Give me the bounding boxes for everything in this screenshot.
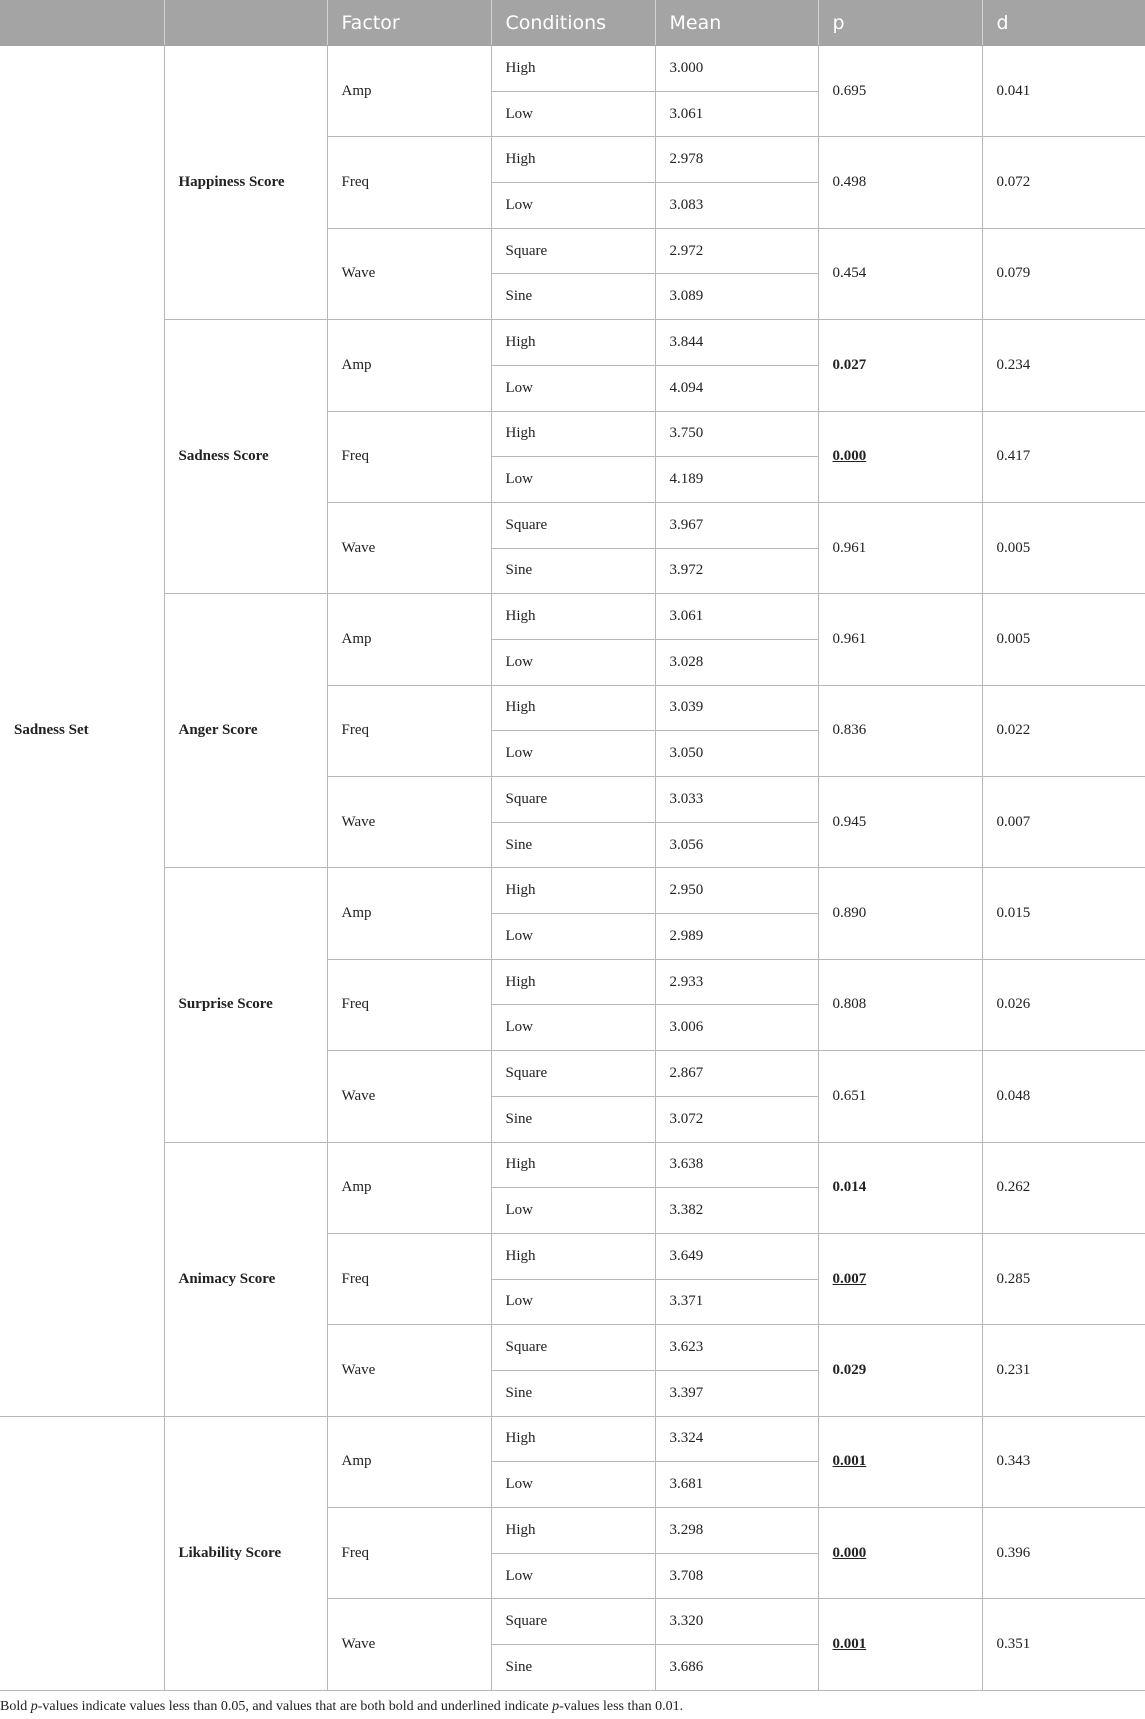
factor-cell: Freq — [327, 1233, 491, 1324]
factor-cell: Wave — [327, 228, 491, 319]
condition-cell: Square — [491, 502, 655, 548]
condition-cell: Square — [491, 777, 655, 823]
condition-cell: High — [491, 594, 655, 640]
p-value-cell — [818, 137, 982, 228]
condition-cell: Sine — [491, 1645, 655, 1691]
mean-cell: 3.320 — [655, 1599, 818, 1645]
condition-cell: Low — [491, 914, 655, 960]
effect-size-cell: 0.005 — [982, 594, 1145, 685]
condition-cell: Sine — [491, 1096, 655, 1142]
effect-size-cell: 0.015 — [982, 868, 1145, 959]
p-value-cell — [818, 1051, 982, 1142]
set-label-cell: Sadness Set — [0, 46, 164, 1417]
header-cell-set — [0, 0, 164, 46]
condition-cell: High — [491, 1416, 655, 1462]
condition-cell: High — [491, 320, 655, 366]
p-value-text: 0.498 — [832, 174, 867, 191]
header-cell-mean: Mean — [655, 0, 818, 46]
mean-cell: 3.072 — [655, 1096, 818, 1142]
condition-cell: High — [491, 1233, 655, 1279]
table-body — [0, 46, 1145, 1691]
factor-cell: Wave — [327, 1599, 491, 1690]
p-value-cell — [818, 502, 982, 593]
condition-cell: High — [491, 1508, 655, 1554]
effect-size-cell: 0.026 — [982, 959, 1145, 1050]
header-cell-factor: Factor — [327, 0, 491, 46]
mean-cell: 3.061 — [655, 594, 818, 640]
effect-size-cell: 0.005 — [982, 502, 1145, 593]
table-row — [0, 868, 1145, 914]
p-value-cell — [818, 594, 982, 685]
mean-cell: 3.686 — [655, 1645, 818, 1691]
condition-cell: High — [491, 1142, 655, 1188]
set-label-cell — [0, 1416, 164, 1690]
effect-size-cell: 0.041 — [982, 46, 1145, 137]
condition-cell: Low — [491, 639, 655, 685]
factor-cell: Amp — [327, 594, 491, 685]
p-value-cell — [818, 1508, 982, 1599]
p-value-text: 0.000 — [832, 1544, 867, 1561]
mean-cell: 2.867 — [655, 1051, 818, 1097]
mean-cell: 3.382 — [655, 1188, 818, 1234]
p-value-text: 0.000 — [832, 448, 867, 465]
mean-cell: 3.028 — [655, 639, 818, 685]
mean-cell: 3.972 — [655, 548, 818, 594]
factor-cell: Wave — [327, 502, 491, 593]
mean-cell: 3.681 — [655, 1462, 818, 1508]
factor-cell: Amp — [327, 46, 491, 137]
p-value-cell — [818, 1325, 982, 1416]
condition-cell: Low — [491, 1553, 655, 1599]
condition-cell: High — [491, 411, 655, 457]
table-row — [0, 594, 1145, 640]
mean-cell: 3.708 — [655, 1553, 818, 1599]
mean-cell: 3.649 — [655, 1233, 818, 1279]
mean-cell: 3.083 — [655, 183, 818, 229]
condition-cell: Low — [491, 457, 655, 503]
p-value-text: 0.029 — [832, 1361, 867, 1378]
condition-cell: Low — [491, 731, 655, 777]
p-value-text: 0.945 — [832, 813, 867, 830]
effect-size-cell: 0.396 — [982, 1508, 1145, 1599]
p-value-cell — [818, 1233, 982, 1324]
factor-cell: Amp — [327, 868, 491, 959]
mean-cell: 3.638 — [655, 1142, 818, 1188]
mean-cell: 3.006 — [655, 1005, 818, 1051]
condition-cell: Square — [491, 1051, 655, 1097]
effect-size-cell: 0.262 — [982, 1142, 1145, 1233]
condition-cell: Sine — [491, 822, 655, 868]
condition-cell: Low — [491, 365, 655, 411]
effect-size-cell: 0.417 — [982, 411, 1145, 502]
p-value-cell — [818, 1416, 982, 1507]
factor-cell: Amp — [327, 1416, 491, 1507]
factor-cell: Freq — [327, 411, 491, 502]
condition-cell: High — [491, 868, 655, 914]
factor-cell: Freq — [327, 959, 491, 1050]
factor-cell: Freq — [327, 1508, 491, 1599]
mean-cell: 3.324 — [655, 1416, 818, 1462]
mean-cell: 3.844 — [655, 320, 818, 366]
footnote-italic: p — [552, 1699, 560, 1714]
mean-cell: 3.033 — [655, 777, 818, 823]
effect-size-cell: 0.351 — [982, 1599, 1145, 1690]
condition-cell: Low — [491, 1462, 655, 1508]
p-value-cell — [818, 959, 982, 1050]
header-row — [0, 0, 1145, 46]
mean-cell: 4.094 — [655, 365, 818, 411]
mean-cell: 2.972 — [655, 228, 818, 274]
footnote-text: -values less than 0.01. — [559, 1699, 684, 1714]
p-value-cell — [818, 777, 982, 868]
factor-cell: Freq — [327, 685, 491, 776]
condition-cell: High — [491, 959, 655, 1005]
mean-cell: 3.061 — [655, 91, 818, 137]
effect-size-cell: 0.343 — [982, 1416, 1145, 1507]
p-value-text: 0.836 — [832, 722, 867, 739]
p-value-cell — [818, 868, 982, 959]
factor-cell: Wave — [327, 1051, 491, 1142]
mean-cell: 3.750 — [655, 411, 818, 457]
header-cell-p: p — [818, 0, 982, 46]
p-value-cell — [818, 1142, 982, 1233]
mean-cell: 3.056 — [655, 822, 818, 868]
effect-size-cell: 0.231 — [982, 1325, 1145, 1416]
mean-cell: 3.298 — [655, 1508, 818, 1554]
score-label-cell: Sadness Score — [164, 320, 327, 594]
effect-size-cell: 0.285 — [982, 1233, 1145, 1324]
p-value-text: 0.001 — [832, 1453, 867, 1470]
mean-cell: 3.623 — [655, 1325, 818, 1371]
mean-cell: 2.989 — [655, 914, 818, 960]
effect-size-cell: 0.048 — [982, 1051, 1145, 1142]
p-value-cell — [818, 320, 982, 411]
p-value-text: 0.651 — [832, 1087, 867, 1104]
mean-cell: 2.978 — [655, 137, 818, 183]
mean-cell: 3.397 — [655, 1370, 818, 1416]
condition-cell: Sine — [491, 548, 655, 594]
p-value-cell — [818, 685, 982, 776]
footnote-italic: p — [30, 1699, 38, 1714]
p-value-text: 0.808 — [832, 996, 867, 1013]
effect-size-cell: 0.072 — [982, 137, 1145, 228]
header-cell-d: d — [982, 0, 1145, 46]
condition-cell: High — [491, 685, 655, 731]
factor-cell: Amp — [327, 1142, 491, 1233]
effect-size-cell: 0.007 — [982, 777, 1145, 868]
table-row — [0, 320, 1145, 366]
condition-cell: Square — [491, 228, 655, 274]
table-row — [0, 46, 1145, 92]
footnote-text: Bold — [0, 1699, 31, 1714]
factor-cell: Freq — [327, 137, 491, 228]
condition-cell: Sine — [491, 274, 655, 320]
effect-size-cell: 0.079 — [982, 228, 1145, 319]
p-value-text: 0.961 — [832, 539, 867, 556]
condition-cell: Low — [491, 91, 655, 137]
condition-cell: Low — [491, 1005, 655, 1051]
condition-cell: High — [491, 46, 655, 92]
score-label-cell: Likability Score — [164, 1416, 327, 1690]
p-value-cell — [818, 228, 982, 319]
header-cell-conditions: Conditions — [491, 0, 655, 46]
mean-cell: 2.950 — [655, 868, 818, 914]
mean-cell: 4.189 — [655, 457, 818, 503]
p-value-cell — [818, 1599, 982, 1690]
condition-cell: High — [491, 137, 655, 183]
score-label-cell: Anger Score — [164, 594, 327, 868]
condition-cell: Low — [491, 1279, 655, 1325]
mean-cell: 2.933 — [655, 959, 818, 1005]
footnote-text: -values indicate values less than 0.05, and values that are both bold and underlined indicate — [37, 1699, 553, 1714]
p-value-cell — [818, 411, 982, 502]
factor-cell: Wave — [327, 1325, 491, 1416]
p-value-text: 0.961 — [832, 630, 867, 647]
p-value-text: 0.001 — [832, 1636, 867, 1653]
score-label-cell: Animacy Score — [164, 1142, 327, 1416]
factor-cell: Amp — [327, 320, 491, 411]
condition-cell: Sine — [491, 1370, 655, 1416]
condition-cell: Square — [491, 1599, 655, 1645]
mean-cell: 3.039 — [655, 685, 818, 731]
p-value-text: 0.695 — [832, 82, 867, 99]
p-value-cell — [818, 46, 982, 137]
p-value-text: 0.007 — [832, 1270, 867, 1287]
score-label-cell: Happiness Score — [164, 46, 327, 320]
mean-cell: 3.089 — [655, 274, 818, 320]
header-cell-score — [164, 0, 327, 46]
condition-cell: Low — [491, 1188, 655, 1234]
p-value-text: 0.014 — [832, 1179, 867, 1196]
mean-cell: 3.050 — [655, 731, 818, 777]
table-footnote — [0, 1699, 1145, 1715]
mean-cell: 3.967 — [655, 502, 818, 548]
table-row — [0, 1142, 1145, 1188]
score-label-cell: Surprise Score — [164, 868, 327, 1142]
mean-cell: 3.000 — [655, 46, 818, 92]
condition-cell: Low — [491, 183, 655, 229]
table-row — [0, 1416, 1145, 1462]
mean-cell: 3.371 — [655, 1279, 818, 1325]
effect-size-cell: 0.022 — [982, 685, 1145, 776]
p-value-text: 0.890 — [832, 905, 867, 922]
p-value-text: 0.454 — [832, 265, 867, 282]
p-value-text: 0.027 — [832, 356, 867, 373]
condition-cell: Square — [491, 1325, 655, 1371]
effect-size-cell: 0.234 — [982, 320, 1145, 411]
factor-cell: Wave — [327, 777, 491, 868]
